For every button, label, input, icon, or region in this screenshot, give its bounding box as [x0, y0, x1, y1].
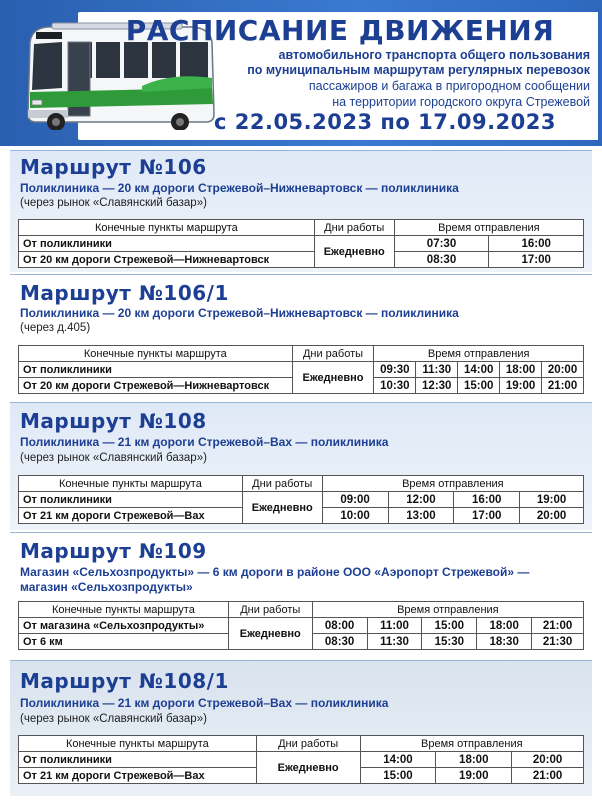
departure-time: 19:00 — [500, 378, 542, 394]
table-row — [19, 362, 584, 378]
route-section-106-1 — [10, 274, 592, 400]
route-section-106 — [10, 150, 592, 272]
departure-time: 08:30 — [394, 252, 489, 268]
times-header: Время отправления — [360, 736, 583, 752]
route-path-line-1: Магазин «Сельхозпродукты» — 6 км дороги в районе ООО «Аэропорт Стрежевой» — — [20, 565, 530, 579]
table-row — [19, 252, 584, 268]
stop-name: От поликлиники — [19, 362, 293, 378]
days-value: Ежедневно — [242, 492, 322, 524]
table-row — [19, 618, 584, 634]
departure-time: 15:30 — [422, 634, 477, 650]
departure-time: 15:00 — [458, 378, 500, 394]
departure-time: 19:00 — [520, 492, 584, 508]
departure-time: 15:00 — [360, 768, 436, 784]
schedule-table — [18, 601, 584, 650]
schedule-table — [18, 219, 584, 268]
departure-time: 12:30 — [416, 378, 458, 394]
stops-header: Конечные пункты маршрута — [19, 736, 257, 752]
departure-time: 11:00 — [367, 618, 422, 634]
departure-time: 19:00 — [436, 768, 512, 784]
stop-name: От магазина «Сельхозпродукты» — [19, 618, 229, 634]
departure-time: 07:30 — [394, 236, 489, 252]
table-row — [19, 236, 584, 252]
stop-name: От 21 км дороги Стрежевой—Вах — [19, 768, 257, 784]
departure-time: 14:00 — [458, 362, 500, 378]
days-header: Дни работы — [256, 736, 360, 752]
departure-time: 14:00 — [360, 752, 436, 768]
route-title: Маршрут №109 — [20, 539, 207, 563]
schedule-table — [18, 345, 584, 394]
route-section-108 — [10, 402, 592, 530]
header — [0, 0, 602, 146]
days-value: Ежедневно — [228, 618, 312, 650]
route-section-108-1 — [10, 660, 592, 796]
stop-name: От 20 км дороги Стрежевой—Нижневартовск — [19, 252, 315, 268]
route-via: (через рынок «Славянский базар») — [20, 713, 207, 725]
departure-time: 16:00 — [489, 236, 584, 252]
departure-time: 08:30 — [312, 634, 367, 650]
departure-time: 18:00 — [477, 618, 532, 634]
departure-time: 08:00 — [312, 618, 367, 634]
stops-header: Конечные пункты маршрута — [19, 220, 315, 236]
departure-time: 17:00 — [489, 252, 584, 268]
route-via: (через рынок «Славянский базар») — [20, 197, 207, 209]
departure-time: 13:00 — [388, 508, 454, 524]
stop-name: От поликлиники — [19, 752, 257, 768]
days-value: Ежедневно — [292, 362, 374, 394]
departure-time: 10:00 — [322, 508, 388, 524]
times-header: Время отправления — [322, 476, 583, 492]
subtitle-line-3: пассажиров и багажа в пригородном сообщении — [308, 79, 590, 93]
stop-name: От поликлиники — [19, 492, 243, 508]
route-section-109 — [10, 532, 592, 658]
stop-name: От 21 км дороги Стрежевой—Вах — [19, 508, 243, 524]
route-title: Маршрут №106/1 — [20, 281, 229, 305]
departure-time: 21:30 — [532, 634, 584, 650]
stop-name: От 20 км дороги Стрежевой—Нижневартовск — [19, 378, 293, 394]
route-path: Поликлиника — 20 км дороги Стрежевой–Нижневартовск — поликлиника — [20, 306, 459, 320]
table-row — [19, 492, 584, 508]
schedule-table — [18, 735, 584, 784]
subtitle-line-2: по муниципальным маршрутам регулярных перевозок — [247, 63, 590, 77]
page-title: РАСПИСАНИЕ ДВИЖЕНИЯ — [125, 14, 555, 47]
route-title: Маршрут №106 — [20, 155, 207, 179]
route-via: (через рынок «Славянский базар») — [20, 452, 207, 464]
days-header: Дни работы — [242, 476, 322, 492]
stop-name: От поликлиники — [19, 236, 315, 252]
route-title: Маршрут №108 — [20, 409, 207, 433]
days-header: Дни работы — [292, 346, 374, 362]
validity-dates: с 22.05.2023 по 17.09.2023 — [213, 110, 557, 134]
stop-name: От 6 км — [19, 634, 229, 650]
departure-time: 21:00 — [512, 768, 584, 784]
departure-time: 17:00 — [454, 508, 520, 524]
route-path: Поликлиника — 21 км дороги Стрежевой–Вах — поликлиника — [20, 435, 389, 449]
days-header: Дни работы — [314, 220, 394, 236]
days-header: Дни работы — [228, 602, 312, 618]
schedule-table — [18, 475, 584, 524]
departure-time: 18:30 — [477, 634, 532, 650]
departure-time: 18:00 — [436, 752, 512, 768]
departure-time: 11:30 — [416, 362, 458, 378]
times-header: Время отправления — [312, 602, 583, 618]
departure-time: 15:00 — [422, 618, 477, 634]
subtitle-line-4: на территории городского округа Стрежевой — [332, 95, 590, 109]
departure-time: 18:00 — [500, 362, 542, 378]
times-header: Время отправления — [394, 220, 583, 236]
departure-time: 20:00 — [512, 752, 584, 768]
route-path: Поликлиника — 20 км дороги Стрежевой–Нижневартовск — поликлиника — [20, 181, 459, 195]
days-value: Ежедневно — [256, 752, 360, 784]
route-via: (через д.405) — [20, 322, 91, 334]
departure-time: 20:00 — [542, 362, 584, 378]
table-row — [19, 752, 584, 768]
subtitle-line-1: автомобильного транспорта общего пользования — [278, 48, 590, 62]
times-header: Время отправления — [374, 346, 584, 362]
departure-time: 09:30 — [374, 362, 416, 378]
route-path-line-2: магазин «Сельхозпродукты» — [20, 580, 193, 594]
departure-time: 16:00 — [454, 492, 520, 508]
departure-time: 10:30 — [374, 378, 416, 394]
departure-time: 20:00 — [520, 508, 584, 524]
departure-time: 11:30 — [367, 634, 422, 650]
departure-time: 09:00 — [322, 492, 388, 508]
route-title: Маршрут №108/1 — [20, 669, 229, 693]
departure-time: 21:00 — [532, 618, 584, 634]
stops-header: Конечные пункты маршрута — [19, 346, 293, 362]
stops-header: Конечные пункты маршрута — [19, 602, 229, 618]
days-value: Ежедневно — [314, 236, 394, 268]
stops-header: Конечные пункты маршрута — [19, 476, 243, 492]
departure-time: 12:00 — [388, 492, 454, 508]
route-path: Поликлиника — 21 км дороги Стрежевой–Вах — поликлиника — [20, 696, 389, 710]
departure-time: 21:00 — [542, 378, 584, 394]
